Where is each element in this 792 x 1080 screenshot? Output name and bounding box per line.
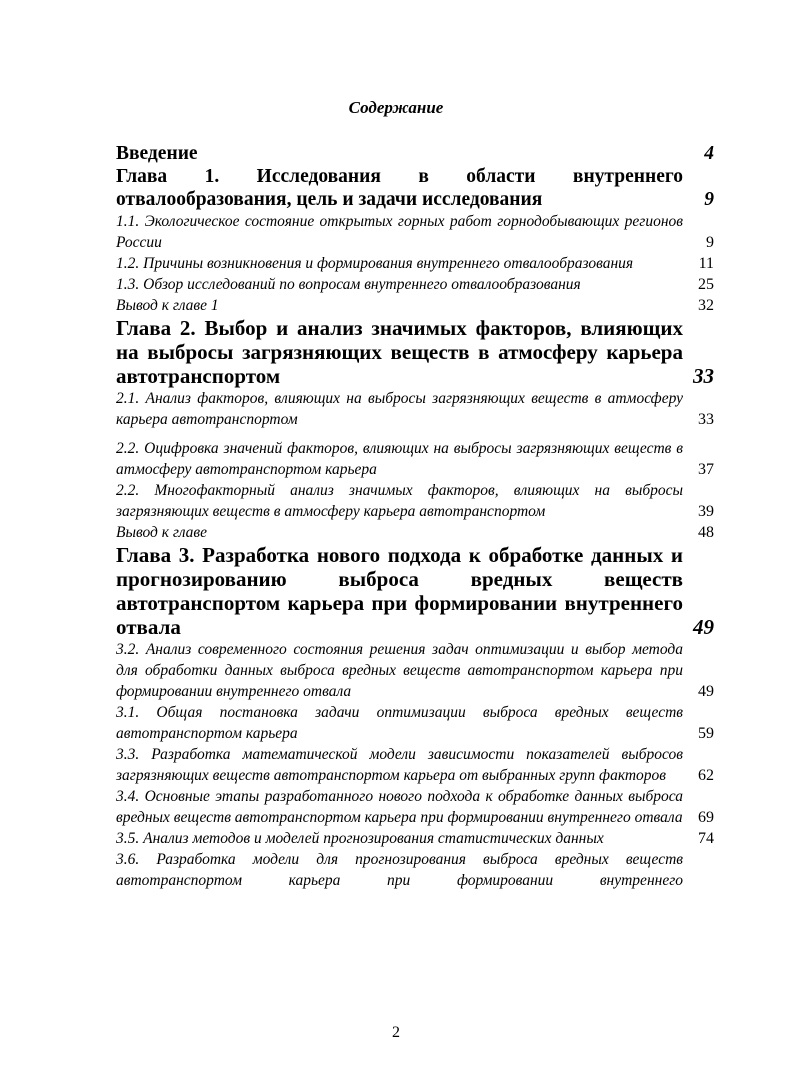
toc-entry-1-3[interactable] (116, 274, 714, 295)
toc-entry-title: Введение (116, 143, 198, 164)
toc-entry-page: 25 (698, 276, 714, 293)
toc-entry-3-2[interactable] (116, 639, 714, 702)
page-number: 2 (392, 1024, 400, 1041)
toc-entry-3-1[interactable] (116, 702, 714, 744)
toc-entry-title: 3.2. Анализ современного состояния решения задач оптимизации и выбор метода для обработки данных выброса вредных веществ автотранспортом карьера при формировании внутреннего отвала (116, 641, 683, 700)
toc-entry-2-2-digitization[interactable] (116, 438, 714, 480)
toc-entry-title: 3.4. Основные этапы разработанного нового подхода к обработке данных выброса вредных веществ автотранспортом карьера при формировании внутреннего отвала (116, 788, 683, 826)
toc-entry-title: 2.1. Анализ факторов, влияющих на выбросы загрязняющих веществ в атмосферу карьера автотранспортом (116, 390, 683, 428)
toc-entry-chapter-3[interactable] (116, 543, 714, 639)
toc-entry-title: 2.2. Оцифровка значений факторов, влияющих на выбросы загрязняющих веществ в атмосферу автотранспортом карьера (116, 440, 683, 478)
toc-entry-2-2-multifactor[interactable] (116, 480, 714, 522)
toc-entry-page: 49 (698, 683, 714, 700)
toc-entry-1-2[interactable] (116, 253, 714, 274)
toc-entry-title: 1.2. Причины возникновения и формирования внутреннего отвалообразования (116, 255, 634, 272)
toc-entry-title: 3.6. Разработка модели для прогнозирования выброса вредных веществ автотранспортом карьера при формировании внутреннего (116, 851, 683, 889)
toc-entry-title: 1.1. Экологическое состояние открытых горных работ горнодобывающих регионов России (116, 213, 683, 251)
toc-entry-title: 3.3. Разработка математической модели зависимости показателей выбросов загрязняющих веществ автотранспортом карьера от выбранных групп факторов (116, 746, 683, 784)
toc-entry-3-4[interactable] (116, 786, 714, 828)
toc-entry-title: Вывод к главе 1 (116, 297, 219, 314)
toc-entry-page: 37 (698, 461, 714, 478)
toc-entry-1-1[interactable] (116, 211, 714, 253)
toc-entry-page: 59 (698, 725, 714, 742)
toc-entry-chapter-1[interactable] (116, 165, 714, 211)
toc-entry-page: 9 (704, 189, 714, 210)
toc-entry-3-6[interactable] (116, 849, 714, 891)
toc-entry-title: 3.5. Анализ методов и моделей прогнозирования статистических данных (116, 830, 604, 847)
page-heading: Содержание (348, 98, 444, 117)
toc-entry-title: Глава 1. Исследования в области внутреннего отвалообразования, цель и задачи исследования (116, 166, 683, 210)
toc-entry-page: 32 (698, 297, 714, 314)
toc-entry-page: 9 (706, 234, 714, 251)
toc-entry-title: Глава 3. Разработка нового подхода к обработке данных и прогнозированию выброса вредных веществ автотранспортом карьера при формировании внутреннего отвала (116, 543, 683, 639)
table-of-contents (116, 142, 714, 891)
toc-entry-conclusion-1[interactable] (116, 295, 714, 316)
toc-entry-introduction[interactable] (116, 142, 714, 165)
toc-entry-title: 3.1. Общая постановка задачи оптимизации выброса вредных веществ автотранспортом карьера (116, 704, 683, 742)
toc-entry-title: 1.3. Обзор исследований по вопросам внутреннего отвалообразования (116, 276, 581, 293)
toc-entry-chapter-2[interactable] (116, 316, 714, 388)
toc-entry-page: 62 (698, 767, 714, 784)
toc-entry-3-3[interactable] (116, 744, 714, 786)
toc-entry-page: 11 (698, 255, 714, 272)
toc-entry-page: 39 (698, 503, 714, 520)
toc-entry-page: 33 (693, 364, 714, 388)
toc-entry-page: 33 (698, 411, 714, 428)
toc-entry-page: 74 (698, 830, 714, 847)
toc-entry-3-5[interactable] (116, 828, 714, 849)
toc-entry-2-1[interactable] (116, 388, 714, 430)
toc-entry-title: 2.2. Многофакторный анализ значимых факторов, влияющих на выбросы загрязняющих веществ в атмосферу карьера автотранспортом (116, 482, 683, 520)
toc-entry-title: Глава 2. Выбор и анализ значимых факторов, влияющих на выбросы загрязняющих веществ в атмосферу карьера автотранспортом (116, 316, 683, 388)
toc-entry-title: Вывод к главе (116, 524, 208, 541)
toc-entry-page: 49 (693, 615, 714, 639)
toc-entry-page: 4 (704, 143, 714, 164)
toc-entry-conclusion-2[interactable] (116, 522, 714, 543)
toc-entry-page: 48 (698, 524, 714, 541)
toc-entry-page: 69 (698, 809, 714, 826)
